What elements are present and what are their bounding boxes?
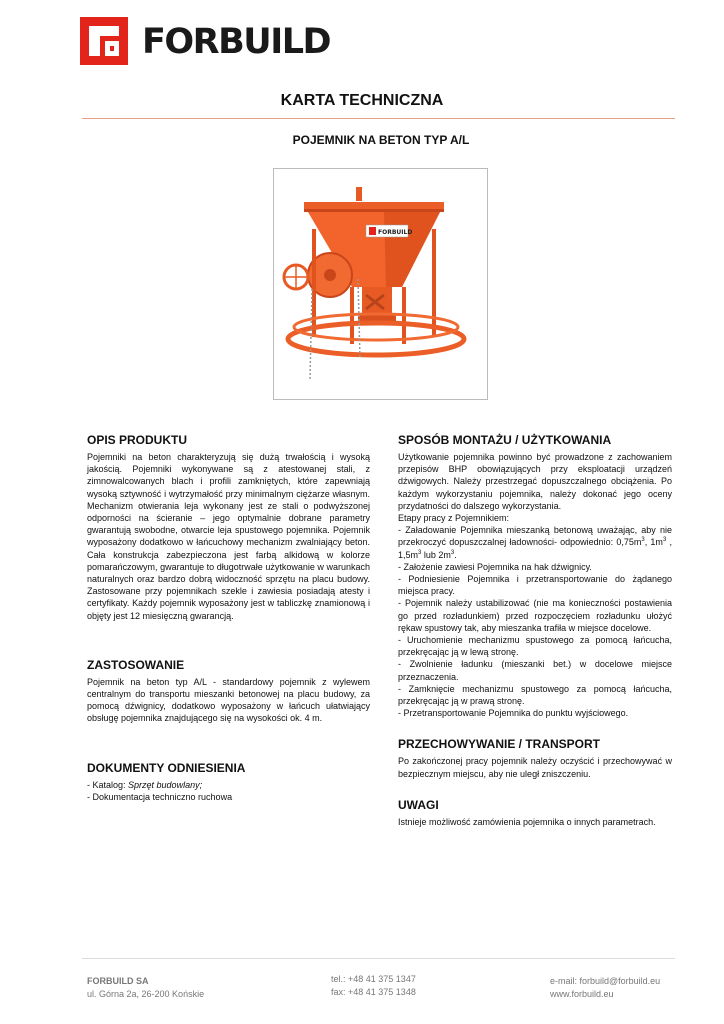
step-3: - Podniesienie Pojemnika i przetransportowanie do żądanego miejsca pracy. <box>398 574 672 597</box>
step-2: - Założenie zawiesi Pojemnika na hak dźwignicy. <box>398 561 592 572</box>
title-divider <box>82 118 675 119</box>
zastosowanie-text: Pojemnik na beton typ A/L - standardowy pojemnik z wylewem centralnym do transportu mieszanki betonowej na placu budowy, za pomocą dźwignicy, dodatkowo wyposażony w łańcuch ułatwiający obsługę pojemnika znajdującego się na wysokości ok. 4 m. <box>87 676 370 724</box>
uwagi-text: Istnieje możliwość zamówienia pojemnika o innych parametrach. <box>398 816 656 827</box>
reference-dtr: - Dokumentacja techniczno ruchowa <box>87 791 233 802</box>
section-heading-sposob: SPOSÓB MONTAŻU / UŻYTKOWANIA <box>398 433 612 447</box>
step-1-text-b: , 1m <box>644 537 663 548</box>
footer-company <box>87 975 204 1001</box>
step-1-text-e: . <box>454 549 457 560</box>
step-1-sup-d: 3 <box>450 549 455 556</box>
section-heading-dokumenty: DOKUMENTY ODNIESIENIA <box>87 760 246 775</box>
step-1-sup-c: 3 <box>418 549 422 556</box>
right-column <box>398 433 672 828</box>
left-column <box>87 433 370 803</box>
step-7: - Zamknięcie mechanizmu spustowego za pomocą łańcucha, przekręcając ją w prawą stronę. <box>398 683 672 707</box>
concrete-bucket-illustration <box>274 169 487 399</box>
footer-website[interactable]: www.forbuild.eu <box>550 989 614 999</box>
reference-catalog-title: Sprzęt budowlany; <box>128 779 203 790</box>
step-6: - Zwolnienie ładunku (mieszanki bet.) w docelowe miejsce przeznaczenia. <box>398 659 672 682</box>
photo-label: FORBUILD <box>378 229 413 236</box>
step-8: - Przetransportowanie Pojemnika do punktu wyjściowego. <box>398 708 629 719</box>
footer-contact <box>550 975 660 1001</box>
footer-phones <box>331 973 416 999</box>
step-1-sup: 3 <box>641 537 645 544</box>
reference-catalog <box>87 779 370 791</box>
footer-fax: fax: +48 41 375 1348 <box>331 987 416 997</box>
step-1-text: - Załadowanie Pojemnika mieszanką betonową uważając, aby nie przekroczyć dopuszczalnej ładowności- odpowiednio: 0,75m <box>398 525 672 548</box>
forbuild-logo-icon <box>80 17 128 65</box>
section-heading-uwagi: UWAGI <box>398 797 439 812</box>
przechowywanie-text: Po zakończonej pracy pojemnik należy oczyścić i przechowywać w bezpiecznym miejscu, aby nie uległ zniszczeniu. <box>398 756 672 779</box>
etapy-label: Etapy pracy z Pojemnikiem: <box>398 513 510 524</box>
reference-catalog-prefix: - Katalog: <box>87 779 129 790</box>
document-title: KARTA TECHNICZNA <box>280 92 444 109</box>
section-heading-przechowywanie: PRZECHOWYWANIE / TRANSPORT <box>398 737 601 752</box>
document-subtitle: POJEMNIK NA BETON TYP A/L <box>292 133 470 147</box>
step-5: - Uruchomienie mechanizmu spustowego za pomocą łańcucha, przekręcając ją w lewą stronę. <box>398 635 672 658</box>
sposob-intro: Użytkowanie pojemnika powinno być prowadzone z zachowaniem przepisów BHP obowiązujących przy eksploatacji urządzeń dźwigowych. Należy przestrzegać dopuszczalnego obciążenia. Po każdym wykorzystaniu pojemnika, należy dokonać jego oceny przydatności do dalszego wykorzystania. <box>398 452 672 511</box>
step-1 <box>398 524 672 561</box>
footer-address: ul. Górna 2a, 26-200 Końskie <box>87 989 205 999</box>
brand-name: FORBUILD <box>142 22 331 62</box>
footer-divider <box>82 958 675 959</box>
section-heading-opis: OPIS PRODUKTU <box>87 433 188 447</box>
step-1-text-d: lub 2m <box>421 549 451 560</box>
step-4: - Pojemnik należy ustabilizować (nie ma konieczności postawienia go przed rozładunkiem) przed rozpoczęciem rozładunku ułożyć rękaw spustowy tak, aby mieszanka trafiła w miejsce docelowe. <box>398 598 672 633</box>
step-1-sup-b: 3 <box>662 537 667 544</box>
section-heading-zastosowanie: ZASTOSOWANIE <box>87 657 185 672</box>
footer-tel: tel.: +48 41 375 1347 <box>331 974 416 984</box>
step-1-text-c: , 1,5m <box>398 537 672 560</box>
footer-company-name: FORBUILD SA <box>87 976 149 986</box>
opis-text: Pojemniki na beton charakteryzują się dużą trwałością i wysoką jakością. Pojemniki wykonywane są z atestowanej stali, z zimnowalcowanych blach i profili zamkniętych, które zapewniają wysoką sztywność i wytrzymałość przy minimalnym ciężarze własnym. Mechanizm otwierania leja wykonany jest ze stali o podwyższonej odporności na ścieranie – jego optymalnie dobrane parametry gwarantują swobodne, otwarcie leja spustowego pojemnika. Pojemnik wyposażony dodatkowo w łańcuchowy mechanizm zwalniający beton. Cała konstrukcja zabezpieczona jest farbą alkidową w kolorze pomarańczowym, gwarantuje to długotrwałe użytkowanie w warunkach naturalnych oraz bardzo dobrą widoczność sprzętu na placu budowy. Zastosowane przy pojemnikach szekle i zawiesia posiadają atesty i certyfikaty. Każdy pojemnik wyposażony jest w tabliczkę znamionową i objęty jest 12 miesięczną gwarancją. <box>87 452 370 621</box>
footer-email[interactable]: e-mail: forbuild@forbuild.eu <box>550 976 661 986</box>
product-photo <box>273 168 488 400</box>
